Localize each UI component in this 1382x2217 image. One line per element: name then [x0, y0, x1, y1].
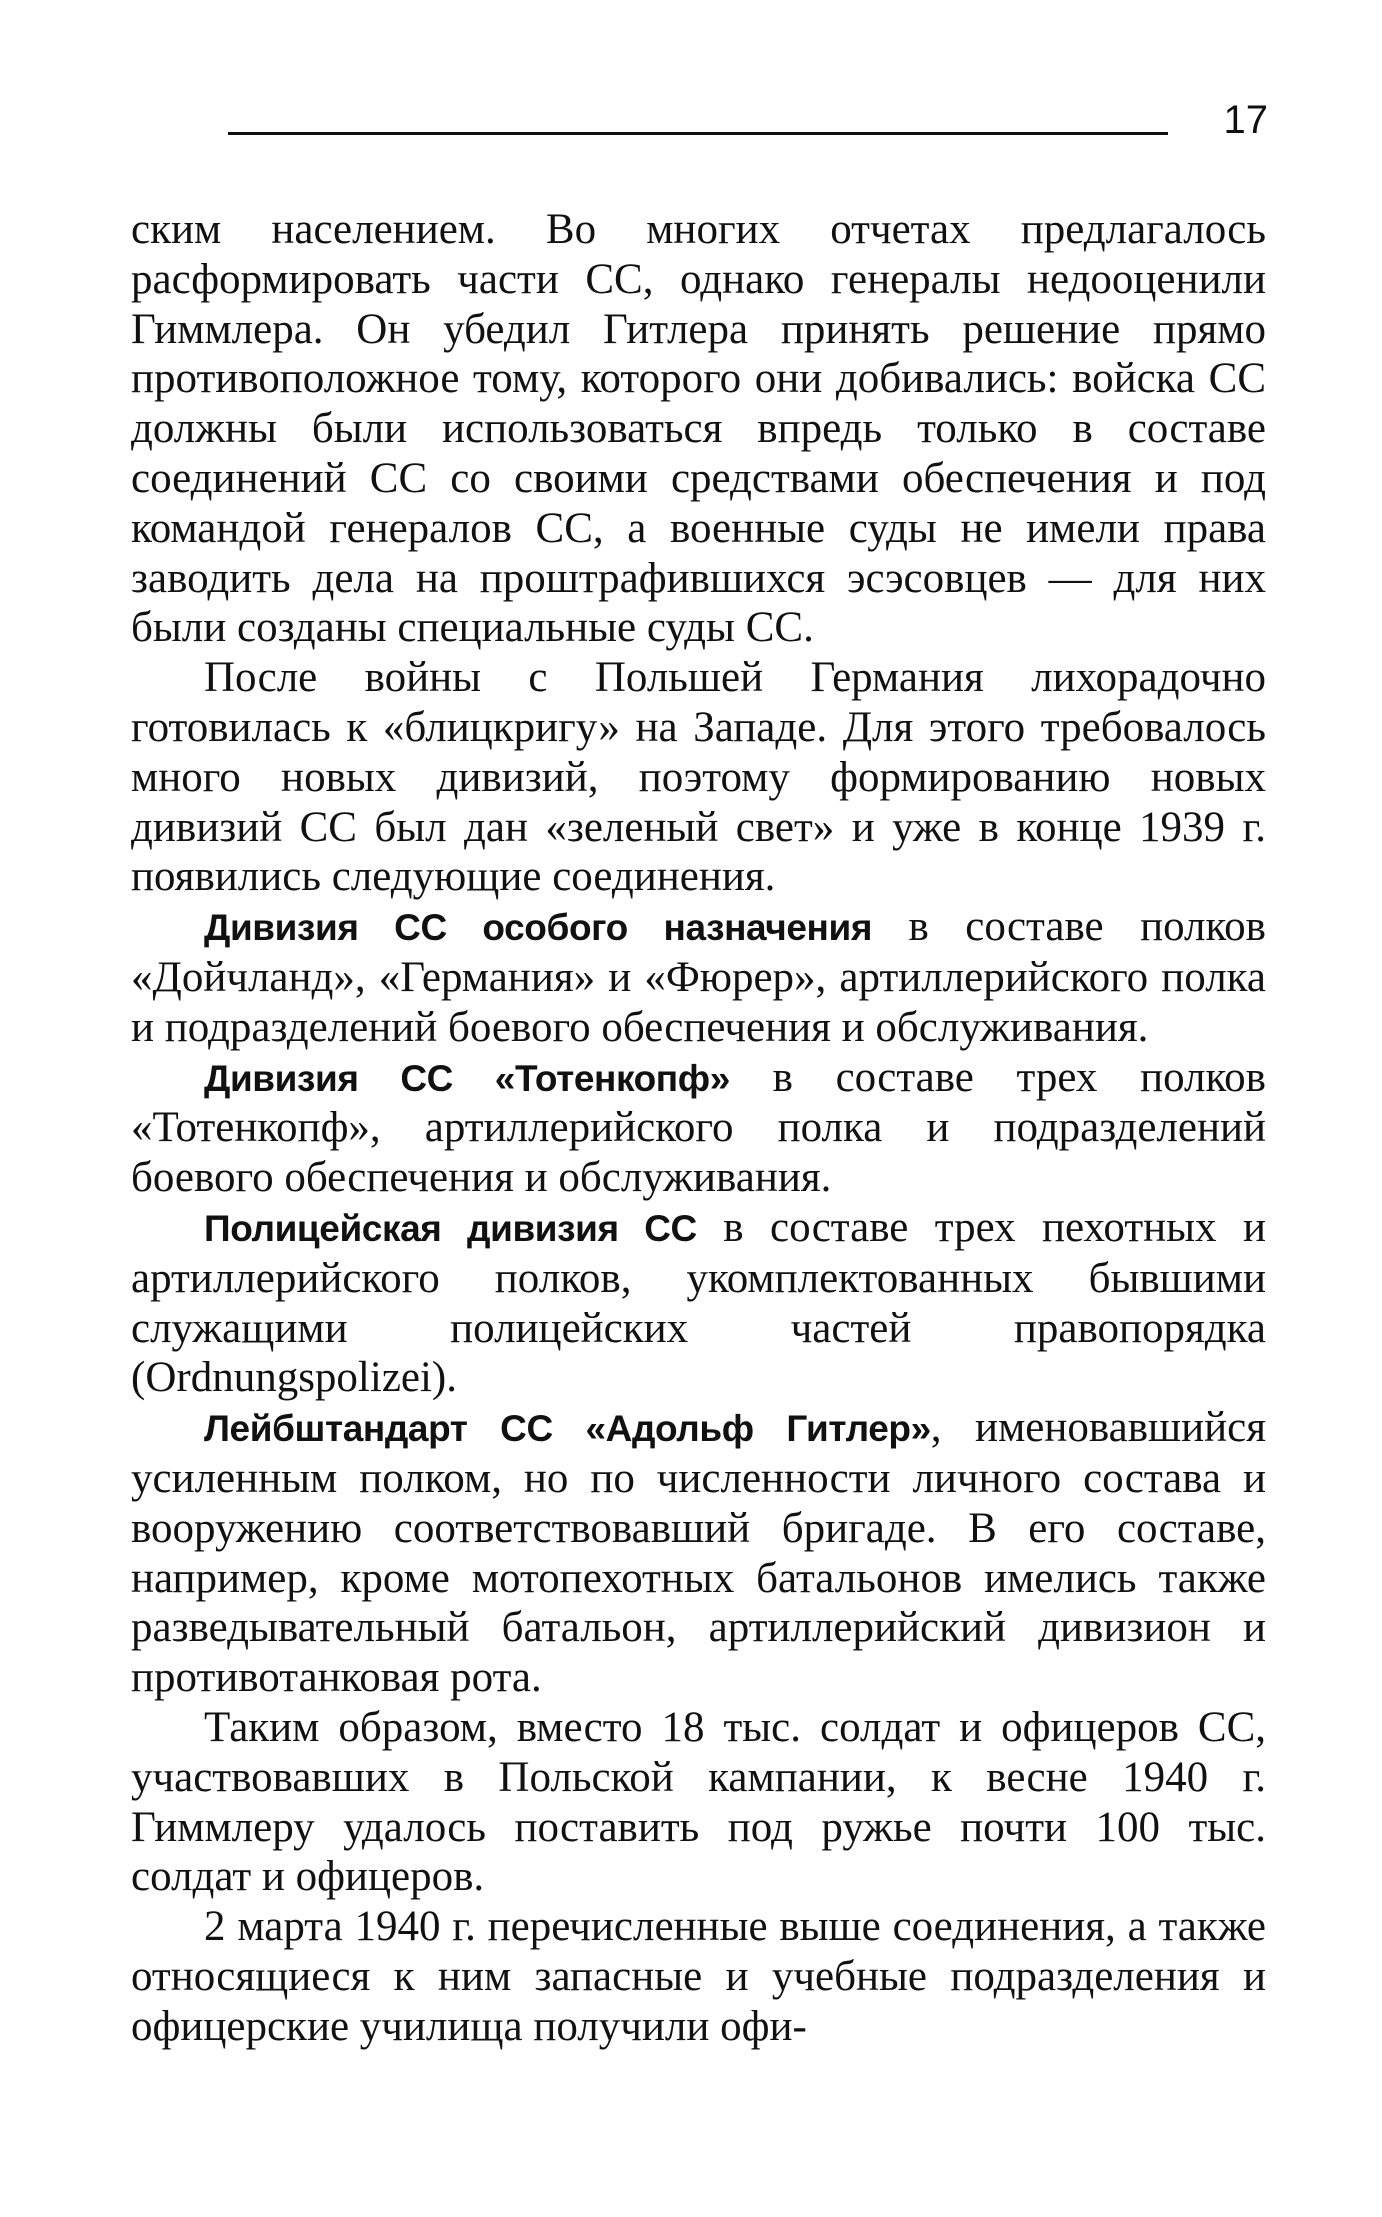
paragraph-march-1940: 2 марта 1940 г. перечисленные выше соединения, а также относящиеся к ним запасные и учебные подразделения и офицерские училища получили офи-: [131, 1903, 1266, 2050]
paragraph-text-totenkopf: в составе трех полков «Тотенкопф», артиллерийского полка и подразделений боевого обеспечения и обслуживания.: [131, 1053, 1266, 1202]
paragraph-leibstandarte: [131, 1403, 1266, 1703]
run-in-heading-leibstandarte: Лейбштандарт СС «Адольф Гитлер»: [204, 1408, 931, 1450]
page-number: 17: [1223, 98, 1268, 142]
paragraph-police-division: [131, 1203, 1266, 1403]
paragraph-text-police: в составе трех пехотных и артиллерийского полков, укомплектованных бывшими служащими полицейских частей правопорядка (Ordnungspolizei).: [131, 1203, 1266, 1402]
paragraph-totenkopf-division: [131, 1053, 1266, 1203]
run-in-heading-special-division: Дивизия СС особого назначения: [204, 907, 873, 949]
paragraph-text-leibstandarte: , именовавшийся усиленным полком, но по численности личного состава и вооружению соответствовавший бригаде. В его составе, например, кроме мотопехотных батальонов имелись также разведывательный батальон, артиллерийский дивизион и противотанковая рота.: [131, 1404, 1267, 1702]
paragraph-text-special-division: в составе полков «Дойчланд», «Германия» и «Фюрер», артиллерийского полка и подразделений боевого обеспечения и обслуживания.: [131, 903, 1266, 1051]
paragraph-troop-count: Таким образом, вместо 18 тыс. солдат и офицеров СС, участвовавших в Польской кампании, к весне 1940 г. Гиммлеру удалось поставить под ружье почти 100 тыс. солдат и офицеров.: [131, 1703, 1266, 1901]
paragraph-special-division: [131, 902, 1266, 1052]
run-in-heading-police: Полицейская дивизия СС: [204, 1207, 697, 1249]
header-rule: [228, 132, 1168, 135]
run-in-heading-totenkopf: Дивизия СС «Тотенкопф»: [204, 1057, 730, 1099]
running-header: [228, 90, 1268, 150]
body-text: [131, 205, 1266, 2051]
paragraph-blitzkrieg: После войны с Польшей Германия лихорадочно готовилась к «блицкригу» на Западе. Для этого требовалось много новых дивизий, поэтому формированию новых дивизий СС был дан «зеленый свет» и уже в конце 1939 г. появились следующие соединения.: [131, 654, 1266, 901]
paragraph-continuation: ским населением. Во многих отчетах предлагалось расформировать части СС, однако генералы недооценили Гиммлера. Он убедил Гитлера принять решение прямо противоположное тому, которого они добивались: войска СС должны были использоваться впредь только в составе соединений СС со своими средствами обеспечения и под командой генералов СС, а военные суды не имели права заводить дела на проштрафившихся эсэсовцев — для них были созданы специальные суды СС.: [131, 206, 1266, 652]
